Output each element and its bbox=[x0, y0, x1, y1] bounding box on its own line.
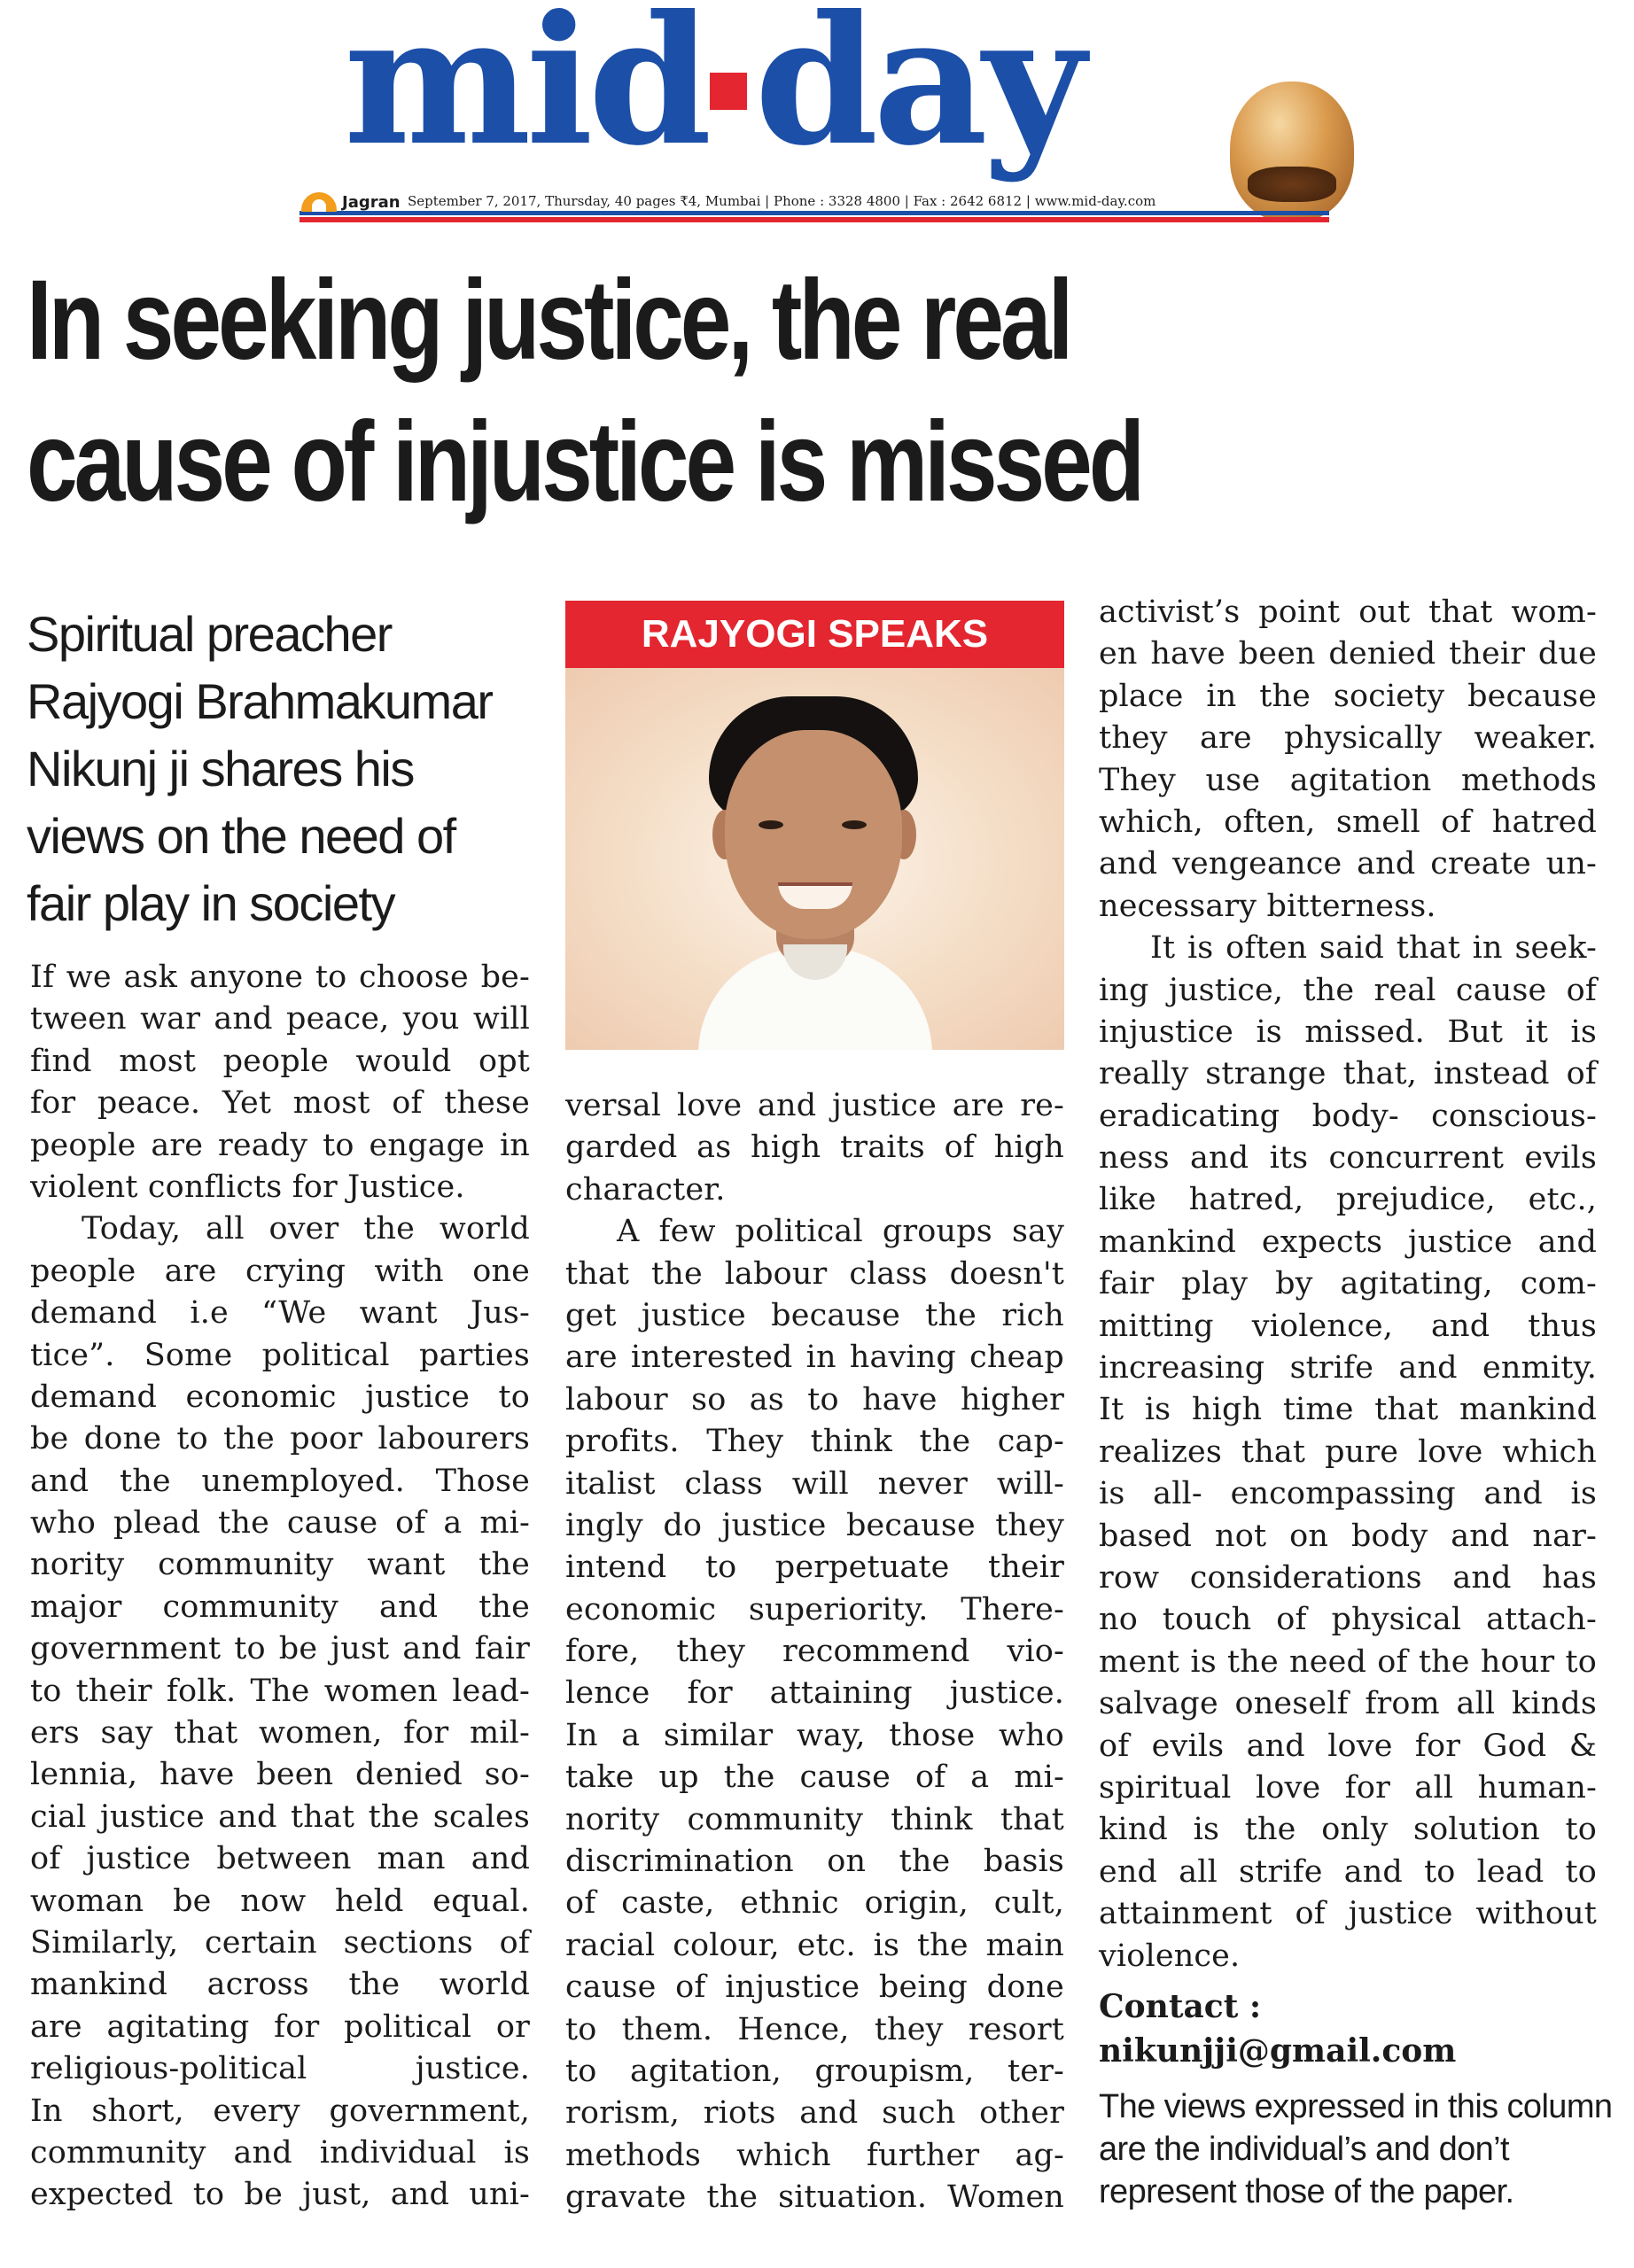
body-line: get justice because the rich bbox=[565, 1297, 1064, 1333]
body-line: racial colour, etc. is the main bbox=[565, 1927, 1064, 1963]
body-line: government to be just and fair bbox=[30, 1631, 530, 1667]
body-line: place in the society because bbox=[1099, 678, 1597, 714]
body-line: labour so as to have higher bbox=[565, 1381, 1064, 1418]
body-line: necessary bitterness. bbox=[1099, 888, 1436, 924]
contact-email: nikunjji@gmail.com bbox=[1099, 2032, 1457, 2070]
body-line: religious-political justice. bbox=[30, 2051, 530, 2087]
vada-pav-icon bbox=[1230, 82, 1354, 221]
disclaimer bbox=[1099, 2085, 1613, 2213]
contact-block bbox=[1099, 1984, 1597, 2073]
jagran-label: Jagran bbox=[342, 192, 401, 212]
body-line: lennia, have been denied so- bbox=[30, 1757, 530, 1793]
body-line: versal love and justice are re- bbox=[565, 1088, 1064, 1123]
body-line: demand economic justice to bbox=[30, 1379, 530, 1415]
body-line: fair play by agitating, com- bbox=[1099, 1266, 1597, 1302]
standfirst bbox=[27, 601, 558, 937]
body-line: italist class will never will- bbox=[565, 1465, 1064, 1502]
body-line: tice”. Some political parties bbox=[30, 1337, 530, 1373]
body-line: If we ask anyone to choose be- bbox=[30, 959, 530, 995]
body-line: en have been denied their due bbox=[1099, 636, 1597, 672]
body-line: based not on body and nar- bbox=[1099, 1518, 1597, 1554]
body-line: major community and the bbox=[30, 1588, 530, 1625]
body-line: discrimination on the basis bbox=[565, 1844, 1064, 1880]
body-line: activist’s point out that wom- bbox=[1099, 594, 1597, 630]
body-line: rorism, riots and such other bbox=[565, 2095, 1064, 2132]
column-banner: RAJYOGI SPEAKS bbox=[565, 601, 1064, 668]
body-line: are agitating for political or bbox=[30, 2008, 530, 2045]
dateline: September 7, 2017, Thursday, 40 pages ₹4, Mumbai | Phone : 3328 4800 | Fax : 2642 6812 | www.mid-day.com bbox=[408, 193, 1156, 209]
body-line: ness and its concurrent evils bbox=[1099, 1140, 1597, 1177]
disclaimer-line: are the individual’s and don’t bbox=[1099, 2131, 1509, 2168]
body-line: spiritual love for all human- bbox=[1099, 1769, 1597, 1806]
standfirst-line: Rajyogi Brahmakumar bbox=[27, 673, 493, 729]
body-line: cial justice and that the scales bbox=[30, 1798, 530, 1835]
body-line: people are ready to engage in bbox=[30, 1127, 530, 1163]
body-line: tween war and peace, you will bbox=[30, 1001, 530, 1037]
body-line: they are physically weaker. bbox=[1099, 720, 1597, 757]
headline bbox=[27, 250, 1319, 533]
body-line: woman be now held equal. bbox=[30, 1883, 530, 1919]
body-line: ingly do justice because they bbox=[565, 1507, 1064, 1543]
body-line: They use agitation methods bbox=[1099, 762, 1597, 798]
body-line: that the labour class doesn't bbox=[565, 1255, 1064, 1292]
body-line: violent conflicts for Justice. bbox=[30, 1169, 465, 1205]
body-line: no touch of physical attach- bbox=[1099, 1602, 1597, 1638]
body-line: end all strife and to lead to bbox=[1099, 1853, 1597, 1890]
logo-dot bbox=[710, 73, 747, 110]
standfirst-line: fair play in society bbox=[27, 875, 395, 931]
body-line: nority community think that bbox=[565, 1801, 1064, 1837]
vada-pav-filling bbox=[1248, 167, 1336, 202]
body-line: violence. bbox=[1099, 1938, 1241, 1974]
body-line: kind is the only solution to bbox=[1099, 1812, 1597, 1848]
body-line: A few political groups say bbox=[617, 1214, 1064, 1250]
body-line: garded as high traits of high bbox=[565, 1130, 1064, 1166]
body-line: increasing strife and enmity. bbox=[1099, 1350, 1597, 1386]
midday-logo bbox=[344, 0, 1081, 185]
body-line: cause of injustice being done bbox=[565, 1969, 1064, 2006]
body-line: community and individual is bbox=[30, 2134, 530, 2171]
article-column-2 bbox=[565, 1085, 1064, 2219]
body-line: is all- encompassing and is bbox=[1099, 1476, 1597, 1512]
body-line: row considerations and has bbox=[1099, 1559, 1597, 1596]
body-line: lence for attaining justice. bbox=[565, 1675, 1064, 1712]
body-line: for peace. Yet most of these bbox=[30, 1085, 530, 1122]
headline-line-2: cause of injustice is missed bbox=[27, 399, 1142, 525]
body-line: which, often, smell of hatred bbox=[1099, 804, 1597, 840]
body-line: It is high time that mankind bbox=[1099, 1392, 1597, 1428]
body-line: Today, all over the world bbox=[82, 1211, 530, 1247]
body-line: find most people would opt bbox=[30, 1043, 530, 1079]
body-line: and vengeance and create un- bbox=[1099, 846, 1597, 882]
body-line: nority community want the bbox=[30, 1547, 530, 1583]
body-line: mitting violence, and thus bbox=[1099, 1308, 1597, 1344]
body-line: to agitation, groupism, ter- bbox=[565, 2053, 1064, 2089]
body-line: and the unemployed. Those bbox=[30, 1463, 530, 1499]
author-photo-box bbox=[565, 601, 1064, 1050]
logo-text-mid: mid bbox=[344, 0, 707, 185]
contact-label: Contact : bbox=[1099, 1988, 1262, 2025]
article-column-3 bbox=[1099, 592, 1597, 1977]
headline-line-1: In seeking justice, the real bbox=[27, 257, 1070, 384]
standfirst-line: Spiritual preacher bbox=[27, 606, 392, 662]
body-line: In a similar way, those who bbox=[565, 1717, 1064, 1753]
article-column-1 bbox=[30, 957, 530, 2217]
body-line: of evils and love for God & bbox=[1099, 1728, 1597, 1764]
jagran-brand bbox=[301, 190, 401, 214]
body-line: to them. Hence, they resort bbox=[565, 2011, 1064, 2047]
body-line: like hatred, prejudice, etc., bbox=[1099, 1182, 1597, 1218]
body-line: ment is the need of the hour to bbox=[1099, 1643, 1597, 1680]
portrait-eye bbox=[759, 820, 783, 829]
body-line: salvage oneself from all kinds bbox=[1099, 1686, 1597, 1722]
body-line: mankind across the world bbox=[30, 1967, 530, 2003]
body-line: of justice between man and bbox=[30, 1841, 530, 1877]
jagran-sun-icon bbox=[301, 192, 337, 212]
body-line: gravate the situation. Women bbox=[565, 2179, 1064, 2216]
body-line: expected to be just, and uni- bbox=[30, 2177, 530, 2213]
body-line: profits. They think the cap- bbox=[565, 1424, 1064, 1460]
body-line: be done to the poor labourers bbox=[30, 1421, 530, 1457]
body-line: people are crying with one bbox=[30, 1253, 530, 1289]
body-line: realizes that pure love which bbox=[1099, 1433, 1597, 1470]
body-line: It is often said that in seek- bbox=[1150, 930, 1597, 967]
body-line: attainment of justice without bbox=[1099, 1896, 1597, 1932]
body-line: take up the cause of a mi- bbox=[565, 1759, 1064, 1796]
disclaimer-line: The views expressed in this column bbox=[1099, 2088, 1613, 2125]
body-line: fore, they recommend vio- bbox=[565, 1634, 1064, 1670]
disclaimer-line: represent those of the paper. bbox=[1099, 2173, 1514, 2210]
body-line: demand i.e “We want Jus- bbox=[30, 1295, 530, 1332]
body-line: to their folk. The women lead- bbox=[30, 1673, 530, 1709]
body-line: of caste, ethnic origin, cult, bbox=[565, 1885, 1064, 1922]
masthead-rule-blue bbox=[300, 211, 1329, 215]
body-line: ing justice, the real cause of bbox=[1099, 972, 1597, 1008]
body-line: ers say that women, for mil- bbox=[30, 1715, 530, 1751]
standfirst-line: views on the need of bbox=[27, 808, 455, 864]
body-line: who plead the cause of a mi- bbox=[30, 1505, 530, 1542]
body-line: economic superiority. There- bbox=[565, 1591, 1064, 1627]
body-line: eradicating body- conscious- bbox=[1099, 1098, 1597, 1134]
masthead-rule-red bbox=[300, 217, 1329, 222]
body-line: mankind expects justice and bbox=[1099, 1223, 1597, 1260]
body-line: character. bbox=[565, 1171, 726, 1208]
body-line: injustice is missed. But it is bbox=[1099, 1014, 1597, 1050]
masthead bbox=[0, 0, 1634, 230]
body-line: Similarly, certain sections of bbox=[30, 1924, 530, 1961]
standfirst-line: Nikunj ji shares his bbox=[27, 741, 414, 796]
logo-text-day: day bbox=[754, 0, 1081, 185]
body-line: intend to perpetuate their bbox=[565, 1550, 1064, 1586]
body-line: In short, every government, bbox=[30, 2093, 530, 2129]
portrait-eye bbox=[842, 820, 867, 829]
body-line: are interested in having cheap bbox=[565, 1340, 1064, 1376]
body-line: methods which further ag- bbox=[565, 2137, 1064, 2173]
body-line: really strange that, instead of bbox=[1099, 1056, 1597, 1092]
